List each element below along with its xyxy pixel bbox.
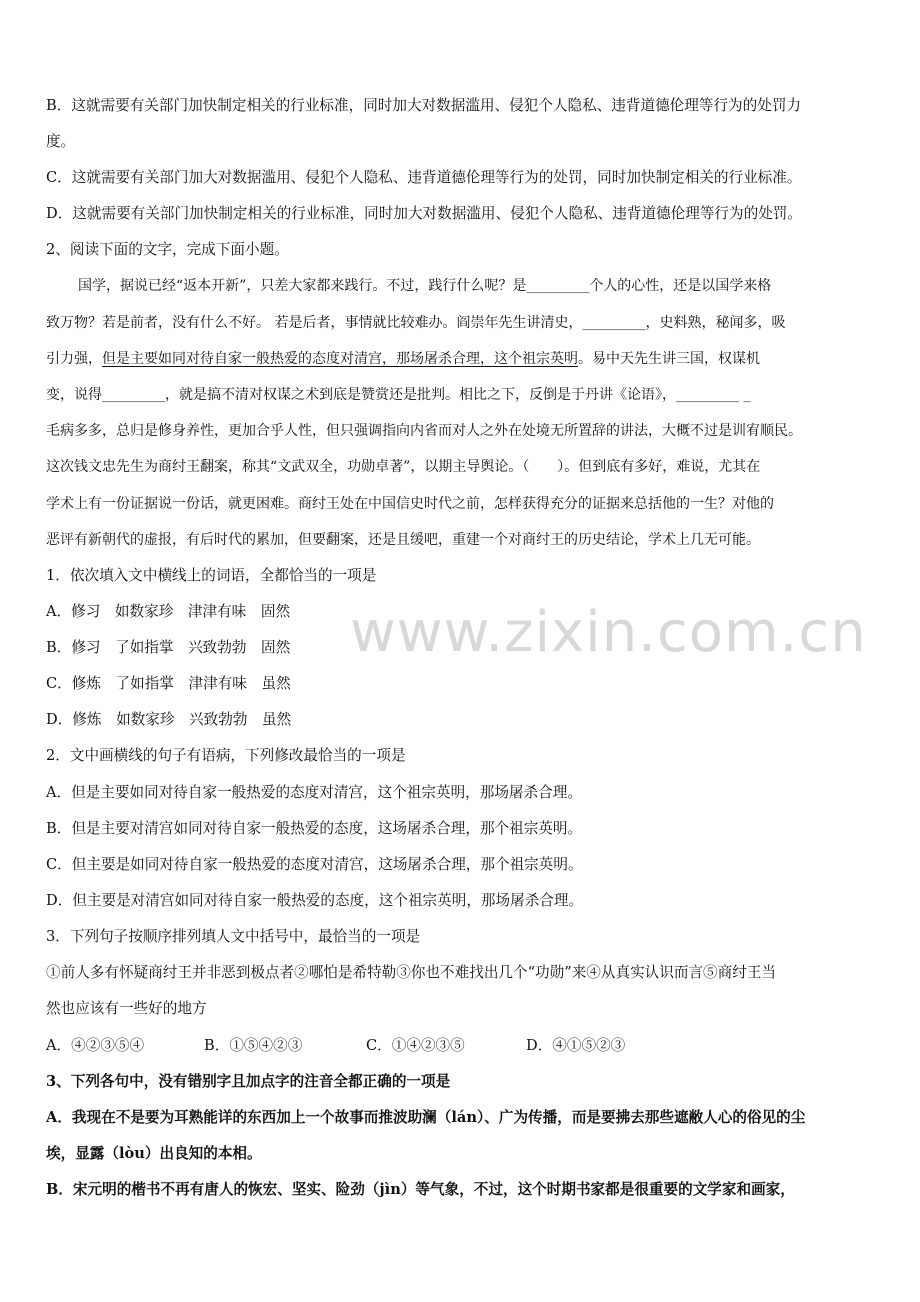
passage-line: 这次钱文忠先生为商纣王翻案，称其“文武双全，功勋卓著”，以期主导舆论。（ ）。但到底有多好，难说，尤其在	[46, 459, 761, 475]
passage-line	[46, 349, 882, 369]
sub1-option-d: D．修炼 如数家珍 兴致勃勃 虽然	[46, 711, 292, 728]
q3-option-b-line1: B．宋元明的楷书不再有唐人的恢宏、坚实、险劲（jìn）等气象，不过，这个时期书家都是很重要的文学家和画家，	[46, 1181, 795, 1198]
q3-heading: 3、下列各句中，没有错别字且加点字的注音全都正确的一项是	[46, 1073, 451, 1090]
sub2-stem: 2．文中画横线的句子有语病，下列修改最恰当的一项是	[46, 747, 406, 764]
passage-line: 毛病多多，总归是修身养性，更加合乎人性，但只强调指向内省而对人之外在处境无所置辞的讲法，大概不过是训宥顺民。	[46, 423, 802, 439]
q1-option-b-line2: 度。	[46, 133, 76, 150]
q2-heading: 2、阅读下面的文字，完成下面小题。	[46, 241, 289, 258]
q3-option-a-line2: 埃，显露（lòu）出良知的本相。	[46, 1145, 262, 1162]
sub3-items-line1: ①前人多有怀疑商纣王并非恶到极点者②哪怕是希特勒③你也不难找出几个“功勋”来④从真实认识而言⑤商纣王当	[46, 964, 777, 981]
sub2-option-d: D．但主要是对清宫如同对待自家一般热爱的态度，这个祖宗英明，那场屠杀合理。	[46, 892, 584, 909]
q1-option-c: C．这就需要有关部门加大对数据滥用、侵犯个人隐私、违背道德伦理等行为的处罚，同时加快制定相关的行业标准。	[46, 169, 802, 186]
sub2-option-a: A．但是主要如同对待自家一般热爱的态度对清宫，这个祖宗英明，那场屠杀合理。	[46, 784, 582, 801]
passage-line: 国学，据说已经“返本开新”，只差大家都来践行。不过，践行什么呢？是_________个人的心性，还是以国学来格	[78, 278, 772, 294]
sub1-stem: 1．依次填入文中横线上的词语，全都恰当的一项是	[46, 567, 377, 584]
q1-option-d: D．这就需要有关部门加快制定相关的行业标准，同时加大对数据滥用、侵犯个人隐私、违背道德伦理等行为的处罚。	[46, 205, 802, 222]
sub1-option-a: A．修习 如数家珍 津津有味 固然	[46, 603, 291, 620]
q3-option-a-line1: A．我现在不是要为耳熟能详的东西加上一个故事而推波助澜（lán）、广为传播，而是要拂去那些遮敝人心的俗见的尘	[46, 1109, 806, 1126]
passage-text: 引力强，	[46, 351, 102, 367]
sub3-option-d: D．④①⑤②③	[526, 1037, 626, 1054]
passage-line: 致万物？若是前者，没有什么不好。 若是后者，事情就比较难办。阎崇年先生讲清史，_________，史料熟，秘闻多，吸	[46, 315, 786, 331]
sub1-option-c: C．修炼 了如指掌 津津有味 虽然	[46, 675, 291, 692]
sub3-option-c: C．①④②③⑤	[366, 1037, 465, 1054]
sub3-option-b: B．①⑤④②③	[204, 1037, 303, 1054]
sub1-option-b: B．修习 了如指掌 兴致勃勃 固然	[46, 639, 291, 656]
sub3-options	[46, 1036, 882, 1056]
watermark: www.zixin.com.cn	[350, 600, 867, 665]
underlined-sentence: 但是主要如同对待自家一般热爱的态度对清宫，那场屠杀合理，这个祖宗英明	[102, 351, 578, 367]
passage-line: 恶评有新朝代的虚报，有后时代的累加，但要翻案，还是且缓吧，重建一个对商纣王的历史结论，学术上几无可能。	[46, 532, 760, 548]
passage-text: 。易中天先生讲三国，权谋机	[578, 351, 760, 367]
sub3-stem: 3．下列句子按顺序排列填人文中括号中，最恰当的一项是	[46, 928, 421, 945]
sub3-option-a: A．④②③⑤④	[46, 1037, 145, 1054]
passage-line: 变，说得_________，就是搞不清对权谋之术到底是赞赏还是批判。相比之下，反倒是于丹讲《论语》，_________ _	[46, 387, 751, 403]
sub3-items-line2: 然也应该有一些好的地方	[46, 1000, 207, 1017]
q1-option-b-line1: B．这就需要有关部门加快制定相关的行业标准，同时加大对数据滥用、侵犯个人隐私、违背道德伦理等行为的处罚力	[46, 97, 802, 114]
sub2-option-c: C．但主要是如同对待自家一般热爱的态度对清宫，这场屠杀合理，那个祖宗英明。	[46, 856, 583, 873]
sub2-option-b: B．但是主要对清宫如同对待自家一般热爱的态度，这场屠杀合理，那个祖宗英明。	[46, 820, 583, 837]
passage-line: 学术上有一份证据说一份话，就更困难。商纣王处在中国信史时代之前，怎样获得充分的证据来总括他的一生？对他的	[46, 496, 774, 512]
